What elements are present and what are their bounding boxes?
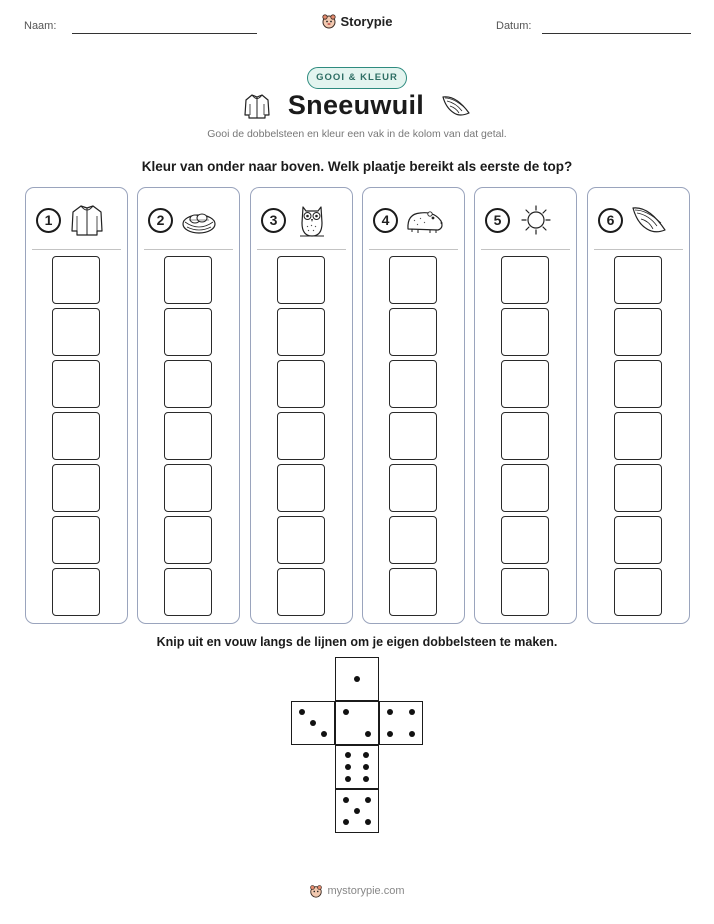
color-box[interactable] (614, 516, 662, 564)
color-box[interactable] (52, 412, 100, 460)
color-box[interactable] (52, 568, 100, 616)
color-box[interactable] (614, 256, 662, 304)
color-box[interactable] (52, 464, 100, 512)
color-box[interactable] (501, 568, 549, 616)
color-box[interactable] (277, 516, 325, 564)
wing-icon (440, 91, 472, 121)
color-box[interactable] (614, 360, 662, 408)
color-box[interactable] (389, 412, 437, 460)
jacket-icon (67, 202, 107, 238)
color-box[interactable] (164, 412, 212, 460)
subtitle: Gooi de dobbelsteen en kleur een vak in de kolom van dat getal. (207, 128, 507, 140)
storypie-mascot-icon (321, 13, 337, 29)
color-box[interactable] (164, 360, 212, 408)
sun-icon (516, 202, 556, 238)
color-box[interactable] (164, 464, 212, 512)
footer-site[interactable]: mystorypie.com (327, 885, 405, 897)
color-box[interactable] (164, 568, 212, 616)
color-box[interactable] (614, 464, 662, 512)
column-3 (250, 187, 353, 624)
color-box[interactable] (277, 568, 325, 616)
color-box[interactable] (501, 308, 549, 356)
column-5 (474, 187, 577, 624)
color-box[interactable] (501, 516, 549, 564)
color-box[interactable] (389, 464, 437, 512)
lemming-icon (404, 202, 446, 238)
color-box[interactable] (52, 516, 100, 564)
die-face-5 (335, 789, 379, 833)
color-box[interactable] (501, 360, 549, 408)
owl-icon (292, 201, 332, 239)
column-number: 3 (261, 208, 286, 233)
color-box[interactable] (52, 360, 100, 408)
column-2 (137, 187, 240, 624)
die-face-6 (335, 745, 379, 789)
page-title: Sneeuwuil (287, 90, 425, 120)
color-box[interactable] (52, 256, 100, 304)
die-face-4 (379, 701, 423, 745)
color-box[interactable] (501, 412, 549, 460)
die-face-1 (335, 657, 379, 701)
brand-name: Storypie (340, 13, 393, 29)
color-box[interactable] (389, 256, 437, 304)
column-1 (25, 187, 128, 624)
color-box[interactable] (389, 360, 437, 408)
color-box[interactable] (164, 256, 212, 304)
date-label: Datum: (496, 20, 532, 32)
color-box[interactable] (277, 308, 325, 356)
color-box[interactable] (164, 516, 212, 564)
column-6 (587, 187, 690, 624)
color-box[interactable] (614, 412, 662, 460)
color-box[interactable] (389, 308, 437, 356)
nest-icon (179, 202, 219, 238)
color-box[interactable] (614, 568, 662, 616)
column-number: 2 (148, 208, 173, 233)
color-box[interactable] (277, 256, 325, 304)
column-number: 1 (36, 208, 61, 233)
color-box[interactable] (52, 308, 100, 356)
color-box[interactable] (277, 412, 325, 460)
dice-instruction: Knip uit en vouw langs de lijnen om je eigen dobbelsteen te maken. (156, 635, 558, 649)
wing-icon (629, 202, 669, 238)
activity-badge: GOOI & KLEUR (307, 67, 407, 89)
color-box[interactable] (501, 464, 549, 512)
die-face-2 (335, 701, 379, 745)
color-box[interactable] (501, 256, 549, 304)
jacket-icon (242, 91, 272, 121)
color-box[interactable] (389, 516, 437, 564)
die-face-3 (291, 701, 335, 745)
storypie-mascot-icon (309, 884, 323, 898)
column-number: 4 (373, 208, 398, 233)
name-label: Naam: (24, 20, 57, 32)
footer (0, 884, 714, 903)
color-box[interactable] (277, 464, 325, 512)
column-number: 5 (485, 208, 510, 233)
column-4 (362, 187, 465, 624)
coloring-instruction: Kleur van onder naar boven. Welk plaatje bereikt als eerste de top? (141, 159, 573, 174)
color-box[interactable] (277, 360, 325, 408)
column-number: 6 (598, 208, 623, 233)
brand-logo (0, 13, 714, 34)
color-box[interactable] (389, 568, 437, 616)
color-box[interactable] (614, 308, 662, 356)
color-box[interactable] (164, 308, 212, 356)
